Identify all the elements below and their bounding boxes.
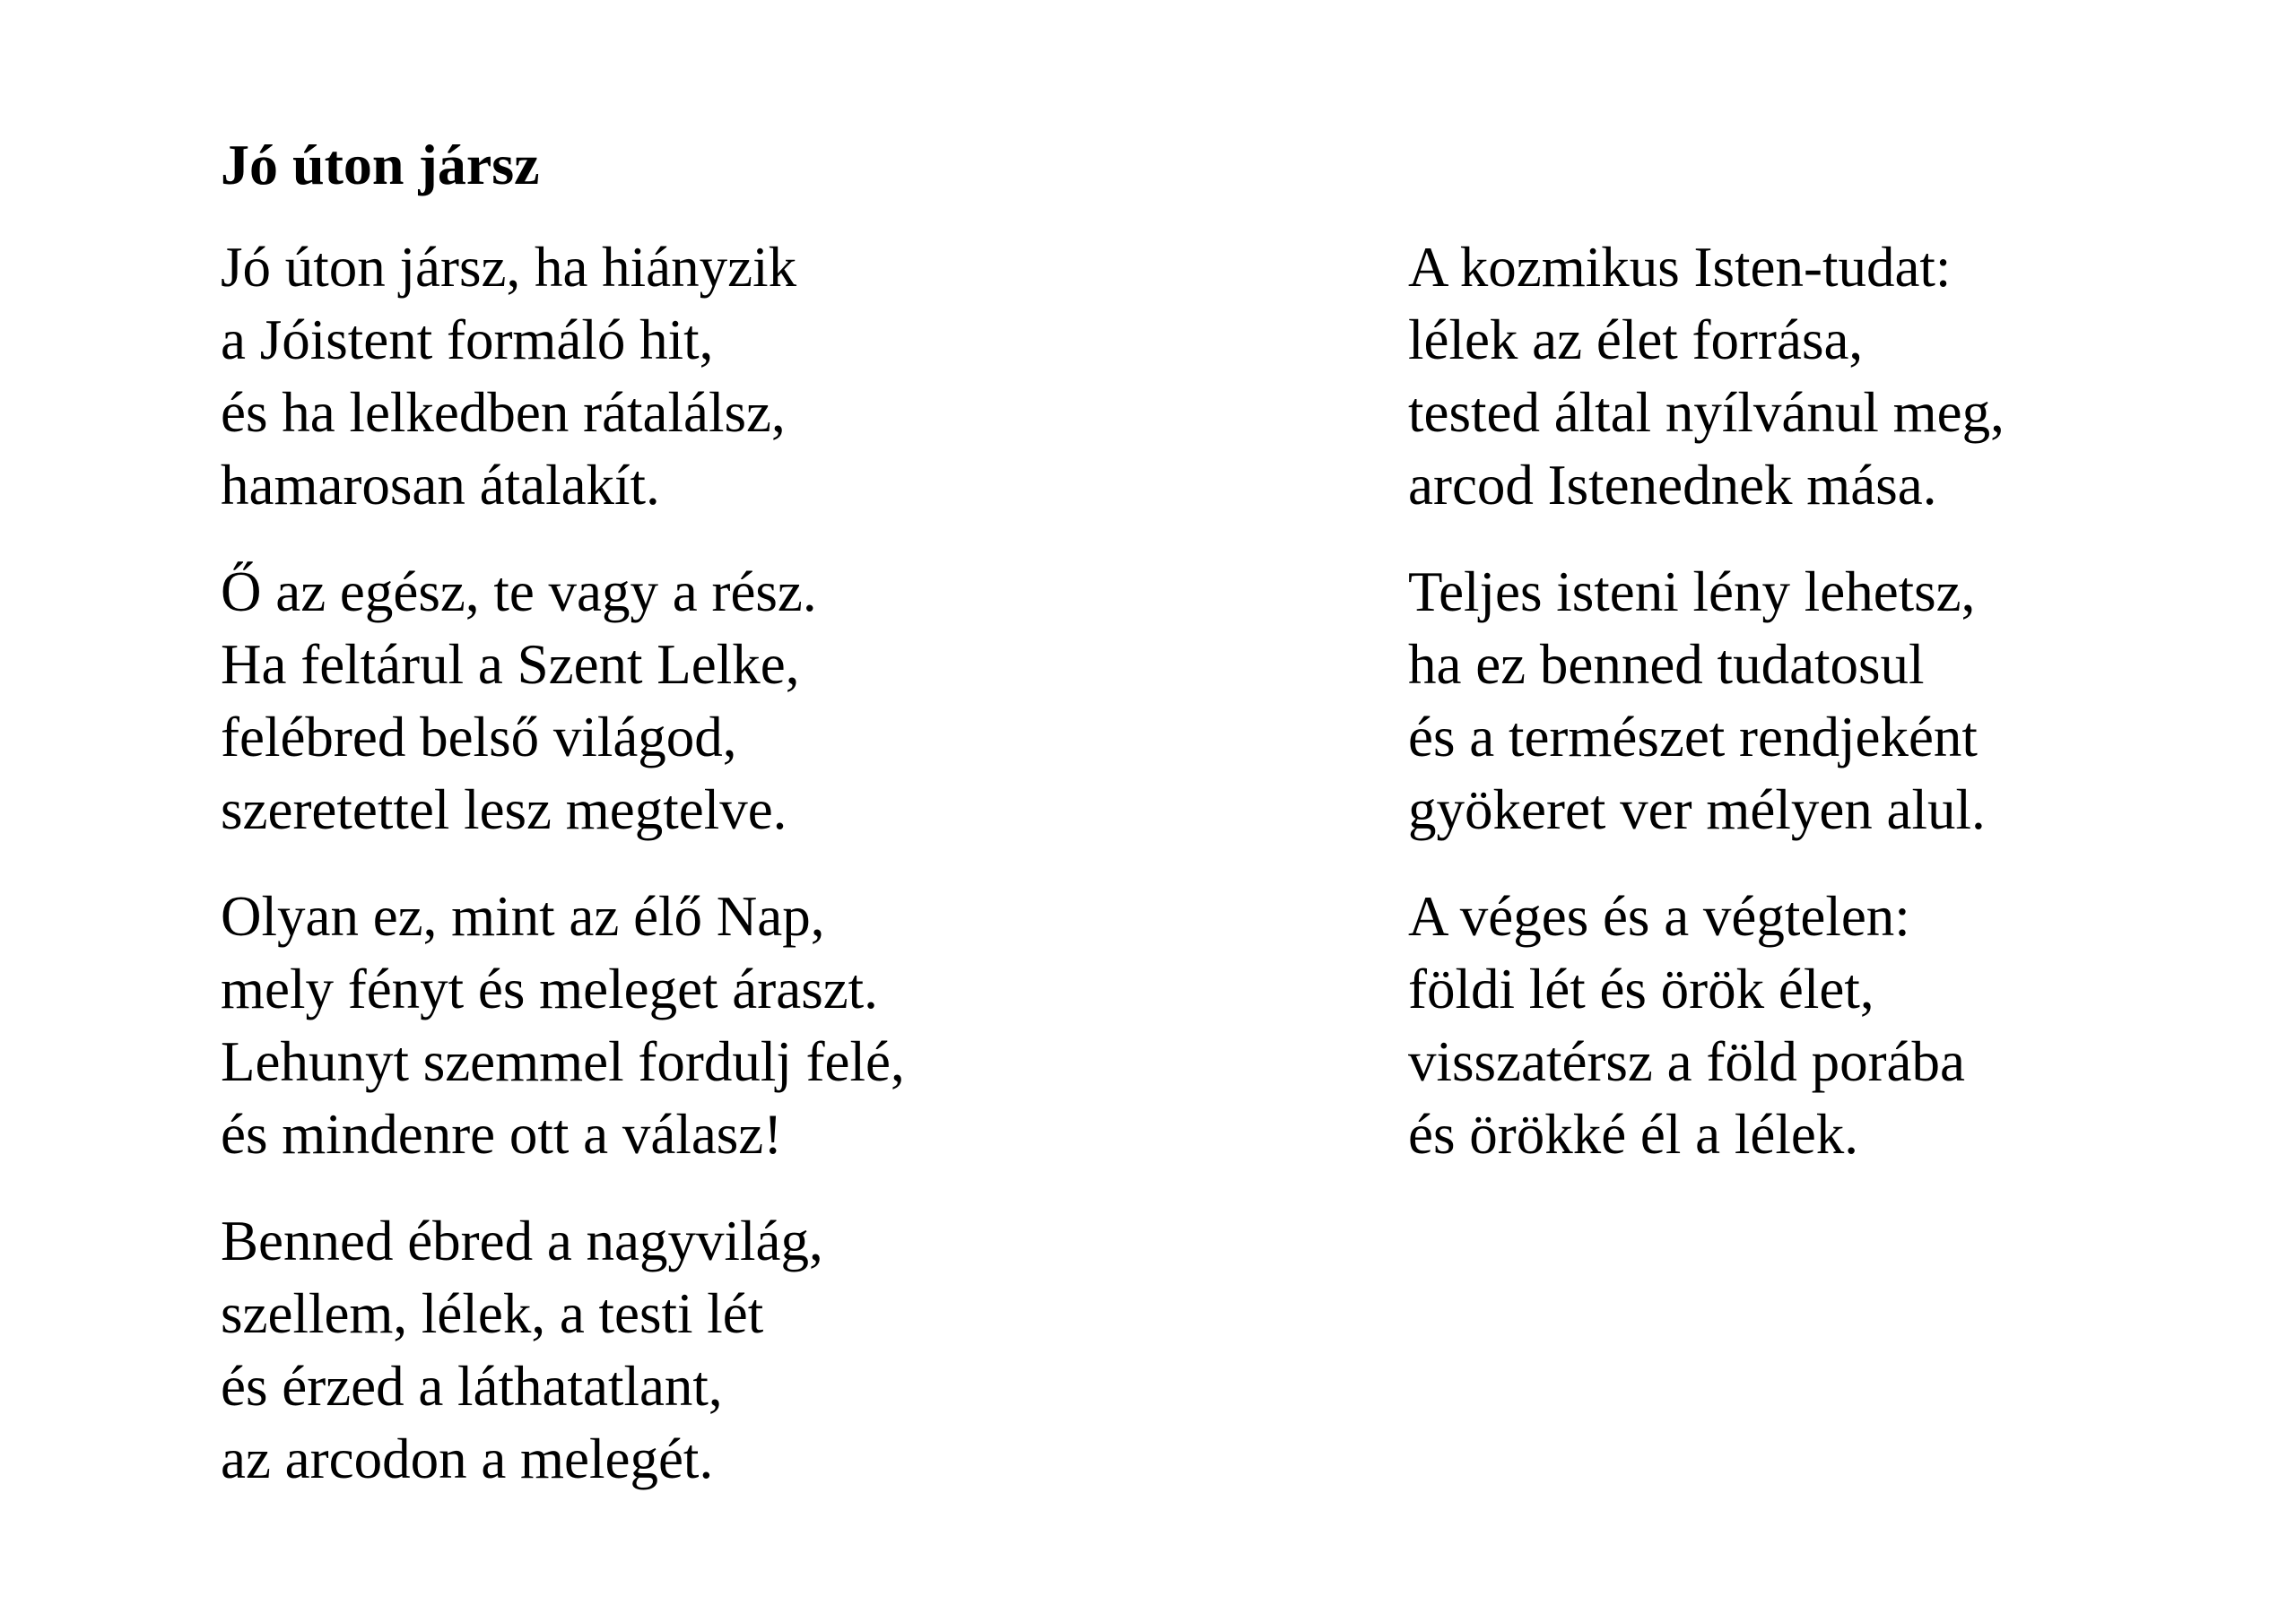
verse-line: szellem, lélek, a testi lét [221,1282,764,1345]
poem-title: Jó úton jársz [221,133,540,196]
stanza [221,556,905,846]
verse-line: és érzed a láthatatlant, [221,1355,723,1418]
verse-line: Jó úton jársz, ha hiányzik [221,236,797,299]
stanza [221,881,905,1171]
verse-line: visszatérsz a föld porába [1408,1030,1965,1093]
verse-line: szeretettel lesz megtelve. [221,778,787,841]
verse-line: Lehunyt szemmel fordulj felé, [221,1030,905,1093]
stanza [1408,231,2005,522]
verse-line: és mindenre ott a válasz! [221,1103,783,1166]
verse-line: és örökké él a lélek. [1408,1103,1859,1166]
stanza [1408,881,2005,1171]
verse-line: és a természet rendjeként [1408,706,1978,768]
poem-column-right [1408,231,2005,1205]
verse-line: és ha lelkedben rátalálsz, [221,381,786,444]
poem-column-left [221,231,905,1530]
stanza [1408,556,2005,846]
verse-line: gyökeret ver mélyen alul. [1408,778,1986,841]
verse-line: mely fényt és meleget áraszt. [221,958,878,1020]
stanza [221,1205,905,1496]
verse-line: az arcodon a melegét. [221,1428,714,1490]
verse-line: felébred belső világod, [221,706,737,768]
verse-line: Ő az egész, te vagy a rész. [221,560,817,623]
verse-line: Ha feltárul a Szent Lelke, [221,633,800,696]
verse-line: Olyan ez, mint az élő Nap, [221,885,825,948]
verse-line: Teljes isteni lény lehetsz, [1408,560,1976,623]
verse-line: lélek az élet forrása, [1408,308,1864,371]
verse-line: ha ez benned tudatosul [1408,633,1925,696]
verse-line: A véges és a végtelen: [1408,885,1910,948]
verse-line: a Jóistent formáló hit, [221,308,714,371]
verse-line: A kozmikus Isten-tudat: [1408,236,1952,299]
verse-line: Benned ébred a nagyvilág, [221,1210,823,1272]
verse-line: tested által nyílvánul meg, [1408,381,2005,444]
verse-line: arcod Istenednek mása. [1408,454,1937,516]
stanza [221,231,905,522]
verse-line: földi lét és örök élet, [1408,958,1874,1020]
verse-line: hamarosan átalakít. [221,454,660,516]
